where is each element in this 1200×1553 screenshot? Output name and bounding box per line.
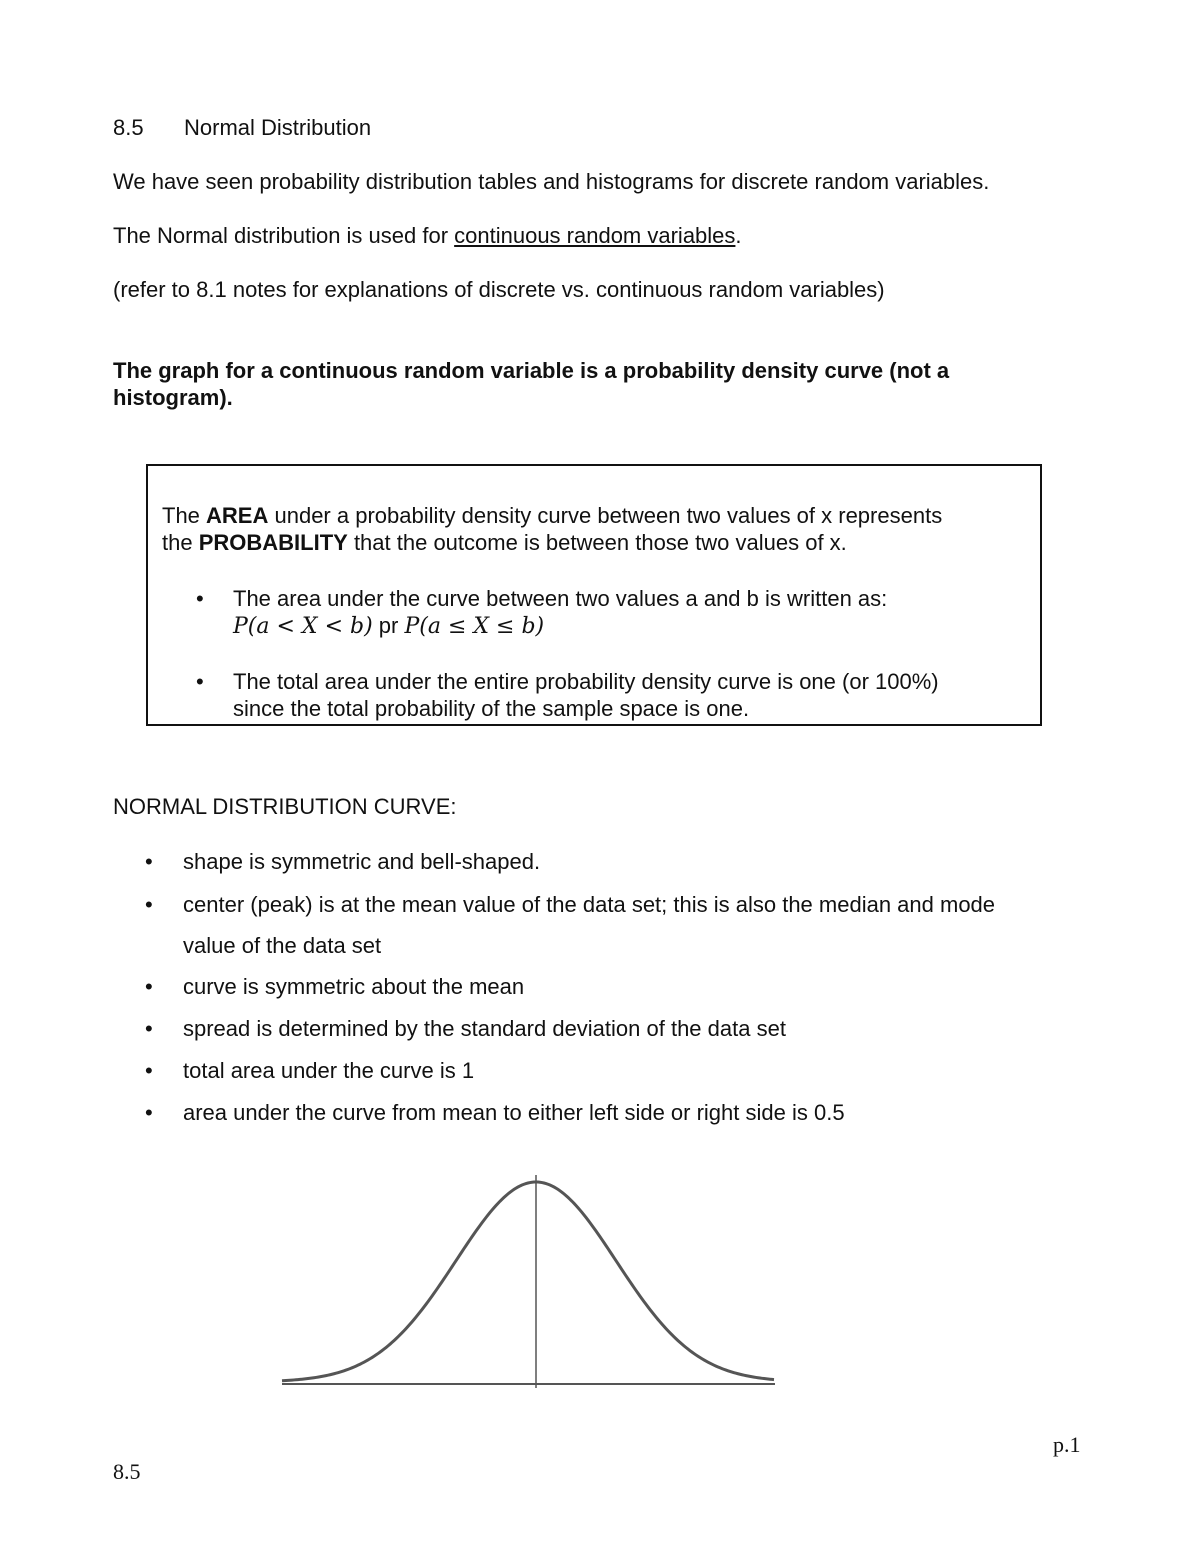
refer-note: (refer to 8.1 notes for explanations of discrete vs. continuous random variables)	[113, 277, 885, 302]
probability-keyword: PROBABILITY	[198, 530, 348, 555]
list-item: spread is determined by the standard deviation of the data set	[183, 1016, 786, 1041]
box-bullet-area-notation: The area under the curve between two values a and b is written as:	[233, 586, 888, 611]
bullet-icon: •	[145, 892, 153, 917]
normal-usage-text: The Normal distribution is used for	[113, 223, 455, 248]
footer-section-number: 8.5	[113, 1459, 141, 1484]
bullet-icon: •	[145, 1058, 153, 1083]
bullet-icon: •	[145, 849, 153, 874]
box-line2-end: that the outcome is between those two values of x.	[347, 530, 847, 555]
density-curve-statement: The graph for a continuous random variable is a probability density curve (not a histogram).	[113, 358, 950, 410]
list-item-continuation: value of the data set	[183, 933, 382, 958]
bell-curve	[282, 1182, 774, 1381]
strict-inequality-notation: P(a < X < b)	[233, 614, 373, 639]
normal-curve-heading: NORMAL DISTRIBUTION CURVE:	[113, 794, 457, 819]
section-title: Normal Distribution	[184, 115, 372, 140]
box-area-line	[162, 502, 942, 530]
box-line2-start: the	[162, 530, 199, 555]
box-bullet-total-area: The total area under the entire probability density curve is one (or 100%)	[233, 669, 939, 694]
box-line1-end: under a probability density curve between two values of x represents	[268, 503, 943, 528]
bullet-icon: •	[145, 974, 153, 999]
bullet-icon: •	[196, 586, 204, 611]
box-bullet-total-area-cont: since the total probability of the sample space is one.	[233, 696, 750, 721]
bullet-icon: •	[145, 1100, 153, 1125]
section-number: 8.5	[113, 115, 144, 140]
list-item: shape is symmetric and bell-shaped.	[183, 849, 541, 874]
list-item: total area under the curve is 1	[183, 1058, 475, 1083]
normal-curve-figure	[270, 1160, 790, 1395]
page-number: p.1	[1053, 1432, 1081, 1457]
bullet-icon: •	[145, 1016, 153, 1041]
area-keyword: AREA	[206, 503, 269, 528]
continuous-random-variables-underlined: continuous random variables	[454, 223, 736, 248]
probability-notation	[233, 612, 544, 641]
normal-usage-paragraph	[113, 222, 742, 250]
box-line1-start: The	[162, 503, 207, 528]
bullet-icon: •	[196, 669, 204, 694]
list-item: area under the curve from mean to either left side or right side is 0.5	[183, 1100, 845, 1125]
list-item: center (peak) is at the mean value of the data set; this is also the median and mode	[183, 892, 996, 917]
inclusive-inequality-notation: P(a ≤ X ≤ b)	[404, 614, 545, 639]
intro-paragraph: We have seen probability distribution tables and histograms for discrete random variables.	[113, 169, 990, 194]
box-probability-line	[162, 529, 847, 557]
notation-separator: pr	[372, 613, 405, 638]
list-item: curve is symmetric about the mean	[183, 974, 525, 999]
normal-usage-period: .	[735, 223, 742, 248]
